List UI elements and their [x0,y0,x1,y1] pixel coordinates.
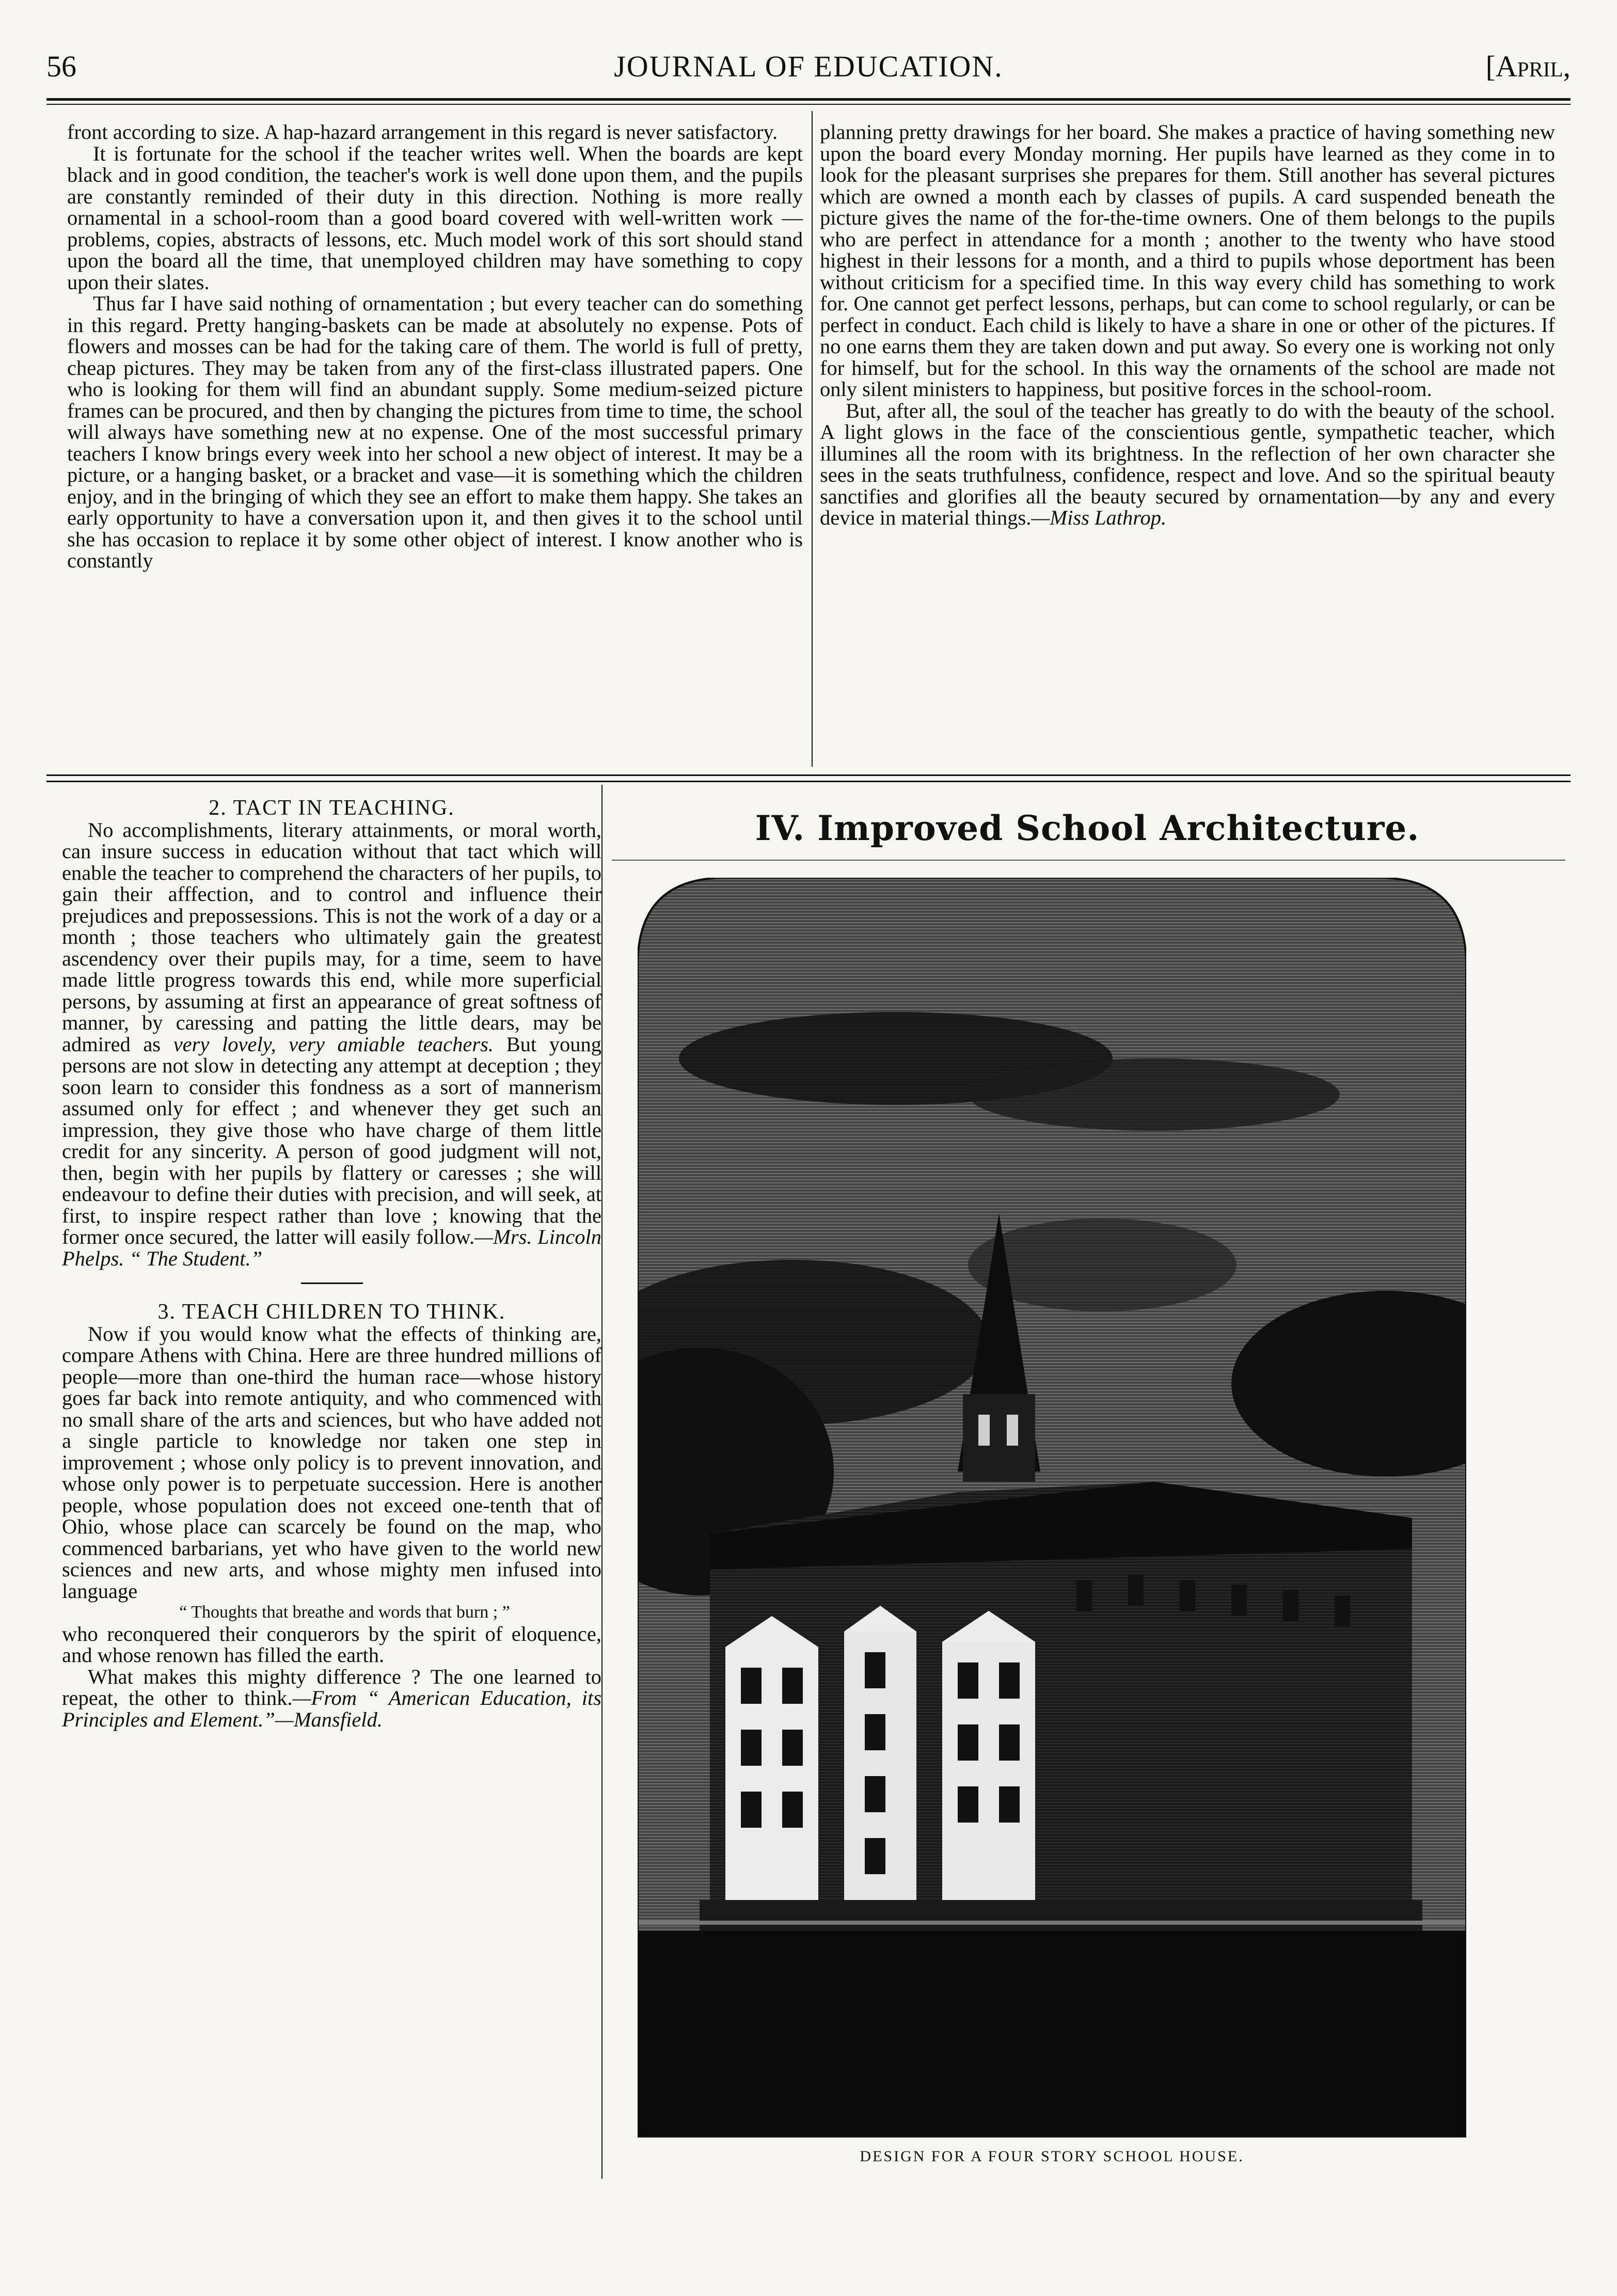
journal-title: JOURNAL OF EDUCATION. [614,50,1003,83]
paragraph: Now if you would know what the effects of thinking are, compare Athens with China. Here are three hundred millions of people—more than one-third the human race—whose history goes far back into remote antiquity, and who commenced with no small share of the arts and sciences, but who have added not a single particle to knowledge nor taken one step in improvement ; whose only policy is to prevent innovation, and whose only power is to perpetuate succession. Here is another people, whose population does not exceed one-tenth that of Ohio, whose place can scarcely be found on the map, who commenced barbarians, yet who have given to the world new sciences and new arts, and whose mighty men infused into language [62,1322,601,1603]
top-right-column [820,121,1555,529]
paragraph-text: But, after all, the soul of the teacher has greatly to do with the beauty of the school. A light glows in the face of the conscientious gentle, sympathetic teacher, which illumines all the room with its brightness. In the reflection of her own character she sees in the seats truthfulness, confidence, respect and love. And so the spiritual beauty sanctifies and glorifies all the beauty secured by ornamentation—by any and every device in material things. [820,399,1555,529]
paragraph: front according to size. A hap-hazard arrangement in this regard is never satisfactory. [67,120,778,144]
engraving-scene [638,878,1466,2137]
heading-underline [612,860,1565,861]
top-left-column [67,121,803,572]
attribution: —From “ American Education, its Principles and Element.”—Mansfield. [62,1686,601,1731]
foreground-ground [638,1931,1466,2137]
section-rule-2 [46,781,1571,782]
short-divider [301,1282,363,1284]
paragraph: Thus far I have said nothing of ornamentation ; but every teacher can do something in this regard. Pretty hanging-baskets can be made at absolutely no expense. Pots of flowers and mosses can be had for the taking care of them. The world is full of pretty, cheap pictures. They may be taken from any of the first-class illustrated papers. One who is looking for them will find an abundant supply. Some medium-seized picture frames can be procured, and then by changing the pictures from time to time, the school will always have something new at no expense. One of the most successful primary teachers I know brings every week into her school a new object of interest. It may be a picture, or a hanging basket, or a bracket and vase—it is something which the children enjoy, and in the bringing of which they see an effort to make them happy. She takes an early opportunity to have a conversation upon it, and then gives it to the school until she has occasion to replace it by some other object of interest. I know another who is constantly [67,292,803,572]
belfry-opening [978,1415,990,1446]
header-rule-thin [46,104,1571,105]
white-facade-left [725,1647,818,1900]
section-title-tact: 2. TACT IN TEACHING. [209,796,455,820]
dark-cloud [968,1058,1340,1131]
belfry-opening [1007,1415,1018,1446]
school-house-engraving [638,878,1466,2137]
italic-phrase: very lovely, very amiable teachers. [173,1032,494,1056]
attribution: —Mrs. Lincoln Phelps. “ The Student.” [62,1225,601,1270]
bottom-left-column [62,798,601,1730]
paragraph: planning pretty drawings for her board. She makes a practice of having something new upon the board every Monday morning. Her pupils have learned as they come in to look for the pleasant surprises she prepares for them. Still another has several pictures which are owned a month each by classes of pupils. A card suspended beneath the picture gives the name of the for-the-time owners. One of them belongs to the pupils who are perfect in attendance for a month ; another to the twenty who have stood highest in their lessons for a month, and a third to pupils whose deportment has been without criticism for a specified time. In this way every child has something to work for. One cannot get perfect lessons, perhaps, but can come to school regularly, or can be perfect in conduct. Each child is likely to have a share in one or other of the pictures. If no one earns them they are taken down and put away. So every one is working not only for himself, but for the school. In this way the ornaments of the school are made not only silent ministers to happiness, but positive forces in the school-room. [820,120,1555,401]
paragraph-text: What makes this mighty difference ? The one learned to repeat, the other to think. [62,1665,601,1709]
paragraph [62,1666,601,1731]
issue-month: [April, [1485,50,1571,83]
paragraph [820,400,1555,529]
column-divider-lower [601,785,603,2179]
page-header [46,49,1571,90]
bell-tower [963,1394,1035,1482]
column-divider [812,111,813,767]
section-title-think: 3. TEACH CHILDREN TO THINK. [157,1300,506,1324]
page-number: 56 [46,50,76,83]
section-rule-1 [46,774,1571,776]
fence-line [638,1921,1466,1925]
paragraph: who reconquered their conquerors by the spirit of eloquence, and whose renown has filled the earth. [62,1622,601,1667]
paragraph [62,819,601,1270]
quotation: “ Thoughts that breathe and words that burn ; ” [179,1603,510,1622]
signature: —Miss Lathrop. [1031,506,1167,529]
section-title-architecture: IV. Improved School Architecture. [755,808,1420,848]
foundation [700,1900,1422,1931]
header-rule-thick [46,98,1571,101]
white-facade-right [942,1642,1035,1900]
paragraph-text: But young persons are not slow in detecting any attempt at deception ; they soon learn to consider this fondness as a sort of mannerism assumed only for effect ; and whenever they get such an impression, they give those who have charge of them little credit for any sincerity. A person of good judgment will not, then, begin with her pupils by flattery or caresses ; she will endeavour to define their duties with precision, and will seek, at first, to inspire respect rather than love ; knowing that the former once secured, the latter will easily follow. [62,1032,602,1248]
paragraph-text: No accomplishments, literary attainments, or moral worth, can insure success in education without that tact which will enable the teacher to comprehend the characters of her pupils, to gain their afffection, and to control and influence their prejudices and prepossessions. This is not the work of a day or a month ; those teachers who ultimately gain the greatest ascendency over their pupils may, for a time, seem to have made little progress towards this end, while more superficial persons, by assuming at first an appearance of great softness of manner, by caressing and patting the little dears, may be admired as [62,818,601,1056]
paragraph: It is fortunate for the school if the teacher writes well. When the boards are kept black and in good condition, the teacher's work is well done upon them, and the pupils are constantly reminded of their duty in this direction. Nothing is more really ornamental in a school-room than a good board covered with well-written work —problems, copies, abstracts of lessons, etc. Much model work of this sort should stand upon the board all the time, that unemployed children may have something to copy upon their slates. [67,141,803,294]
illustration-caption: DESIGN FOR A FOUR STORY SCHOOL HOUSE. [860,2148,1244,2165]
